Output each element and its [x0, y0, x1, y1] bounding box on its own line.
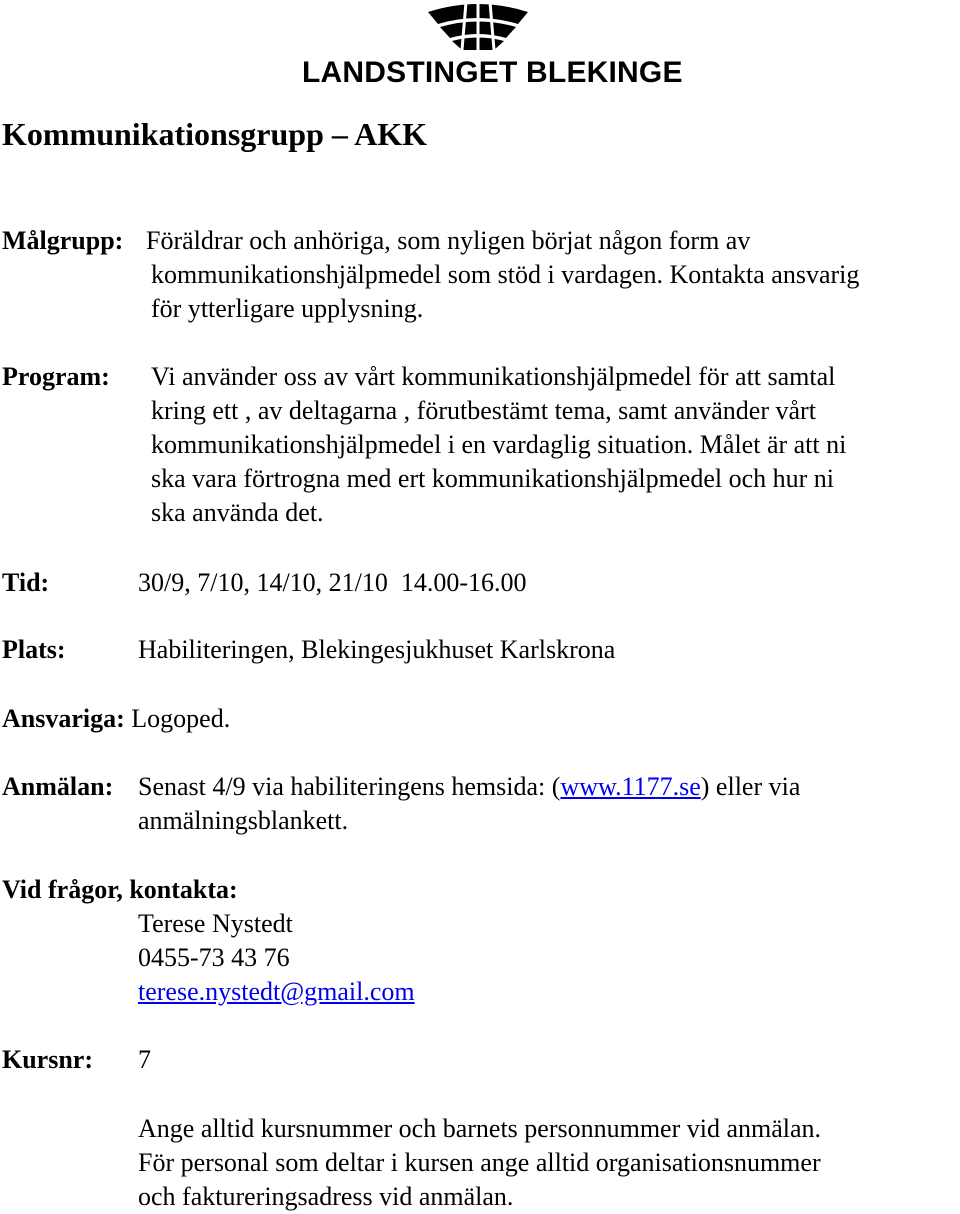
ansvariga-label: Ansvariga:	[2, 704, 125, 733]
anmalan-line-2: anmälningsblankett.	[138, 806, 349, 835]
malgrupp-line-2: kommunikationshjälpmedel som stöd i vardagen. Kontakta ansvarig	[151, 260, 860, 289]
kursnr-label: Kursnr:	[2, 1045, 93, 1074]
logo-text: LANDSTINGET BLEKINGE	[302, 56, 683, 89]
anmalan-label: Anmälan:	[2, 772, 114, 801]
page-title: Kommunikationsgrupp – AKK	[2, 116, 427, 152]
kontakt-name: Terese Nystedt	[138, 909, 293, 938]
note-line-1: Ange alltid kursnummer och barnets personnummer vid anmälan.	[138, 1114, 822, 1143]
kontakt-phone: 0455-73 43 76	[138, 943, 290, 972]
ansvariga-row	[2, 702, 230, 736]
anmalan-line-1	[138, 770, 800, 804]
ansvariga-value: Logoped.	[131, 704, 231, 733]
anmalan-after-link: ) eller via	[700, 772, 801, 801]
program-line-5: ska använda det.	[151, 498, 324, 527]
plats-value: Habiliteringen, Blekingesjukhuset Karlskrona	[138, 635, 616, 664]
plats-label: Plats:	[2, 635, 66, 664]
tid-label: Tid:	[2, 568, 50, 597]
program-line-3: kommunikationshjälpmedel i en vardaglig situation. Målet är att ni	[151, 430, 847, 459]
program-label: Program:	[2, 362, 110, 391]
program-line-1: Vi använder oss av vårt kommunikationshjälpmedel för att samtal	[151, 362, 836, 391]
malgrupp-line-1: Föräldrar och anhöriga, som nyligen börjat någon form av	[146, 226, 751, 255]
note-line-2: För personal som deltar i kursen ange alltid organisationsnummer	[138, 1148, 821, 1177]
anmalan-before-link: Senast 4/9 via habiliteringens hemsida: (	[138, 772, 561, 801]
landstinget-blekinge-emblem-icon	[426, 2, 530, 50]
note-line-3: och faktureringsadress vid anmälan.	[138, 1182, 514, 1211]
program-line-4: ska vara förtrogna med ert kommunikationshjälpmedel och hur ni	[151, 464, 835, 493]
kontakt-label: Vid frågor, kontakta:	[2, 875, 238, 904]
kontakt-email-link[interactable]: terese.nystedt@gmail.com	[138, 977, 415, 1006]
malgrupp-line-3: för ytterligare upplysning.	[151, 294, 424, 323]
malgrupp-label: Målgrupp:	[2, 226, 124, 255]
tid-value: 30/9, 7/10, 14/10, 21/10 14.00-16.00	[138, 568, 527, 597]
kursnr-value: 7	[138, 1045, 151, 1074]
program-line-2: kring ett , av deltagarna , förutbestämt tema, samt använder vårt	[151, 396, 816, 425]
hemsida-link[interactable]: www.1177.se	[560, 772, 701, 801]
